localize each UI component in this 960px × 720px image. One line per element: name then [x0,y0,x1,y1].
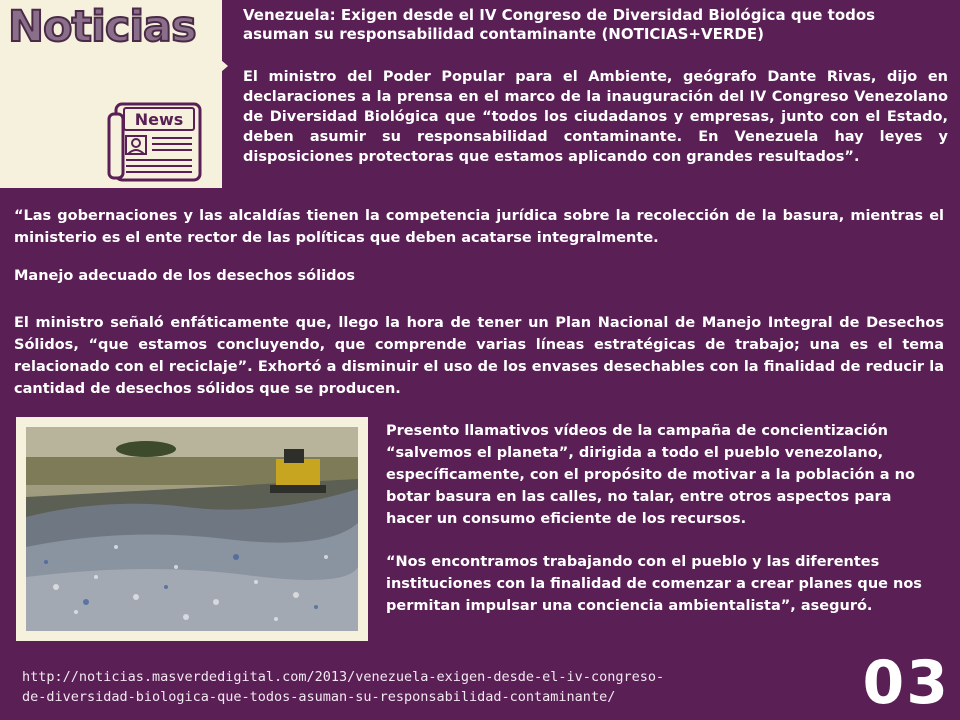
header-panel-pointer [214,54,228,78]
article-intro: El ministro del Poder Popular para el Ambiente, geógrafo Dante Rivas, dijo en declaraciones a la prensa en el marco de la inauguración del IV Congreso Venezolano de Diversidad Biológica que “todos los ciudadanos y empresas, junto con el Estado, deben asumir su responsabilidad contaminante. En Venezuela hay leyes y disposiciones protectoras que estamos aplicando con grandes resultados”. [243,69,948,165]
landfill-photo-frame [16,417,368,641]
source-url[interactable] [22,667,842,707]
newspaper-icon-label: News [134,110,184,129]
article-side-paragraph-2: “Nos encontramos trabajando con el pueblo y las diferentes instituciones con la finalidad de comenzar a crear planes que nos permitan impulsar una conciencia ambientalista”, aseguró. [386,554,922,614]
header-panel [0,0,222,188]
landfill-photo [26,427,358,631]
article-paragraph-2: El ministro señaló enfáticamente que, llego la hora de tener un Plan Nacional de Manejo Integral de Desechos Sólidos, “que estamos concluyendo, que comprende varias líneas estratégicas de trabajo; una es el tema relacionado con el reciclaje”. Exhortó a disminuir el uso de los envases desechables con la finalidad de reducir la cantidad de desechos sólidos que se producen. [14,315,944,397]
source-url-line-1: http://noticias.masverdedigital.com/2013/venezuela-exigen-desde-el-iv-congreso- [22,669,665,685]
newspaper-icon [106,100,204,184]
source-url-line-2: de-diversidad-biologica-que-todos-asuman-su-responsabilidad-contaminante/ [22,689,616,705]
section-title: Noticias [8,2,196,52]
article-side-paragraph-1: Presento llamativos vídeos de la campaña de concientización “salvemos el planeta”, dirigida a todo el pueblo venezolano, específicamente, con el propósito de motivar a la población a no botar basura en las calles, no talar, entre otros aspectos para hacer un consumo eficiente de los recursos. [386,423,915,527]
page-number: 03 [862,648,950,718]
article-headline: Venezuela: Exigen desde el IV Congreso de Diversidad Biológica que todos asuman su responsabilidad contaminante (NOTICIAS+VERDE) [243,6,876,43]
article-subheading: Manejo adecuado de los desechos sólidos [14,268,356,284]
article-paragraph-1: “Las gobernaciones y las alcaldías tienen la competencia jurídica sobre la recolección de la basura, mientras el ministerio es el ente rector de las políticas que deben acatarse integralmente. [14,208,944,246]
